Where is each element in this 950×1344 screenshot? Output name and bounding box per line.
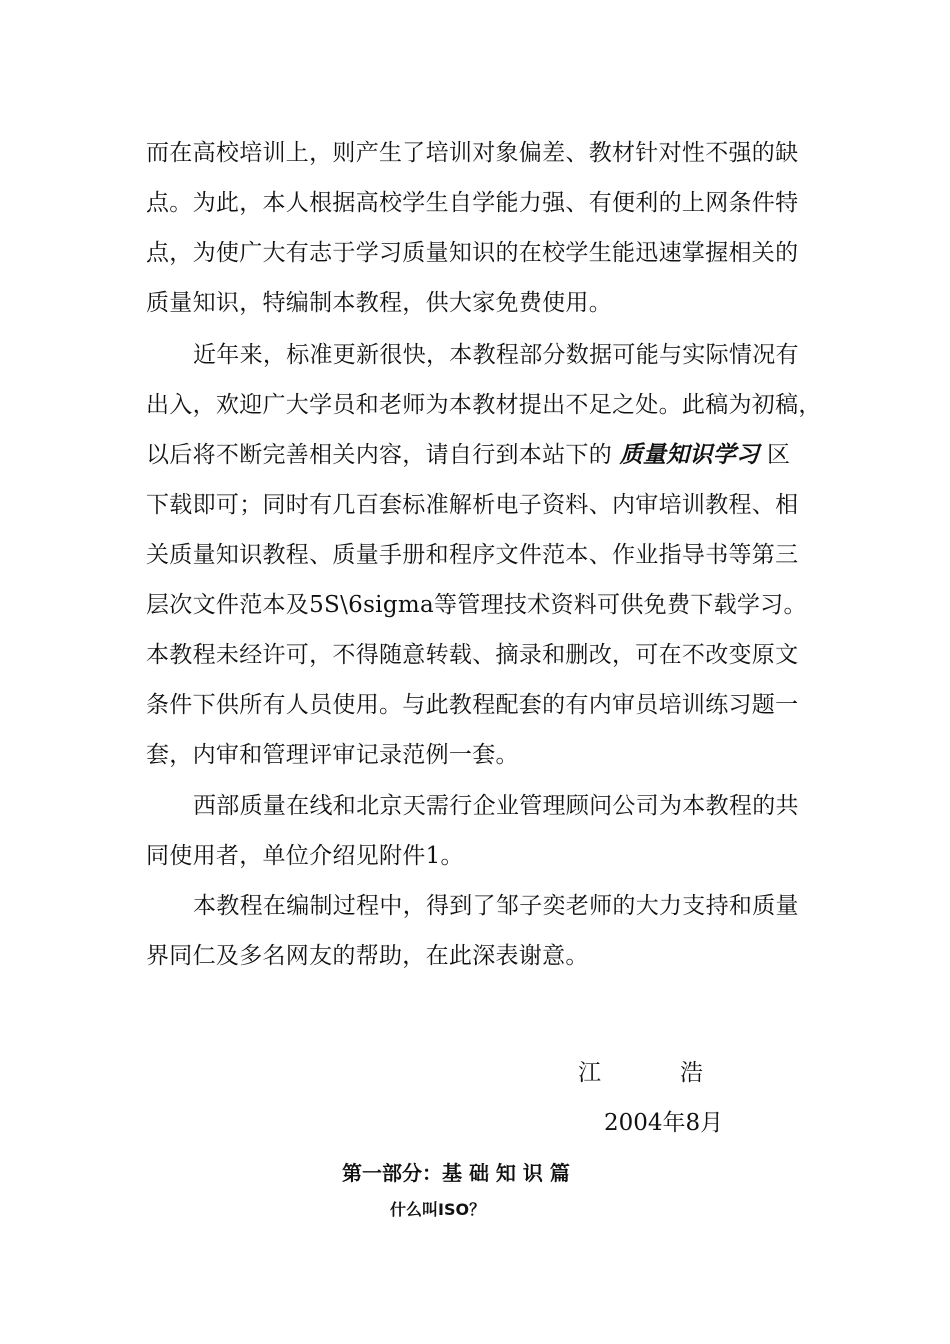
paragraph-line: 条件下供所有人员使用。与此教程配套的有内审员培训练习题一 [146, 692, 799, 718]
paragraph-line: 点。为此，本人根据高校学生自学能力强、有便利的上网条件特 [146, 190, 799, 216]
paragraph-line: 下载即可；同时有几百套标准解析电子资料、内审培训教程、相 [146, 492, 799, 518]
paragraph-line: 界同仁及多名网友的帮助，在此深表谢意。 [146, 943, 589, 969]
question-heading: 什么叫ISO？ [390, 1200, 486, 1219]
paragraph-line: 套，内审和管理评审记录范例一套。 [146, 742, 519, 768]
paragraph-line: 点，为使广大有志于学习质量知识的在校学生能迅速掌握相关的 [146, 240, 799, 266]
section-title: 第一部分：基 础 知 识 篇 [342, 1161, 570, 1185]
paragraph-line-with-link [146, 440, 790, 470]
paragraph-text: 以后将不断完善相关内容，请自行到本站下的 [146, 442, 620, 468]
signature-date: 2004年8月 [604, 1110, 724, 1136]
paragraph-line: 质量知识，特编制本教程，供大家免费使用。 [146, 290, 612, 316]
paragraph-text: 区 [759, 442, 791, 468]
quality-knowledge-section-name: 质量知识学习 [619, 442, 760, 468]
paragraph-line: 出入，欢迎广大学员和老师为本教材提出不足之处。此稿为初稿， [146, 392, 822, 418]
paragraph-line: 本教程未经许可，不得随意转载、摘录和删改，可在不改变原文 [146, 642, 799, 668]
paragraph-line: 近年来，标准更新很快，本教程部分数据可能与实际情况有 [193, 342, 799, 368]
signature-given-name: 浩 [680, 1060, 703, 1086]
paragraph-line: 同使用者，单位介绍见附件1。 [146, 843, 464, 869]
paragraph-line: 西部质量在线和北京天需行企业管理顾问公司为本教程的共 [193, 793, 799, 819]
paragraph-line: 本教程在编制过程中，得到了邹子奕老师的大力支持和质量 [193, 893, 799, 919]
paragraph-line: 层次文件范本及5S\6sigma等管理技术资料可供免费下载学习。 [146, 592, 807, 618]
paragraph-line: 而在高校培训上，则产生了培训对象偏差、教材针对性不强的缺 [146, 140, 799, 166]
paragraph-line: 关质量知识教程、质量手册和程序文件范本、作业指导书等第三 [146, 542, 799, 568]
signature-surname: 江 [578, 1060, 601, 1086]
